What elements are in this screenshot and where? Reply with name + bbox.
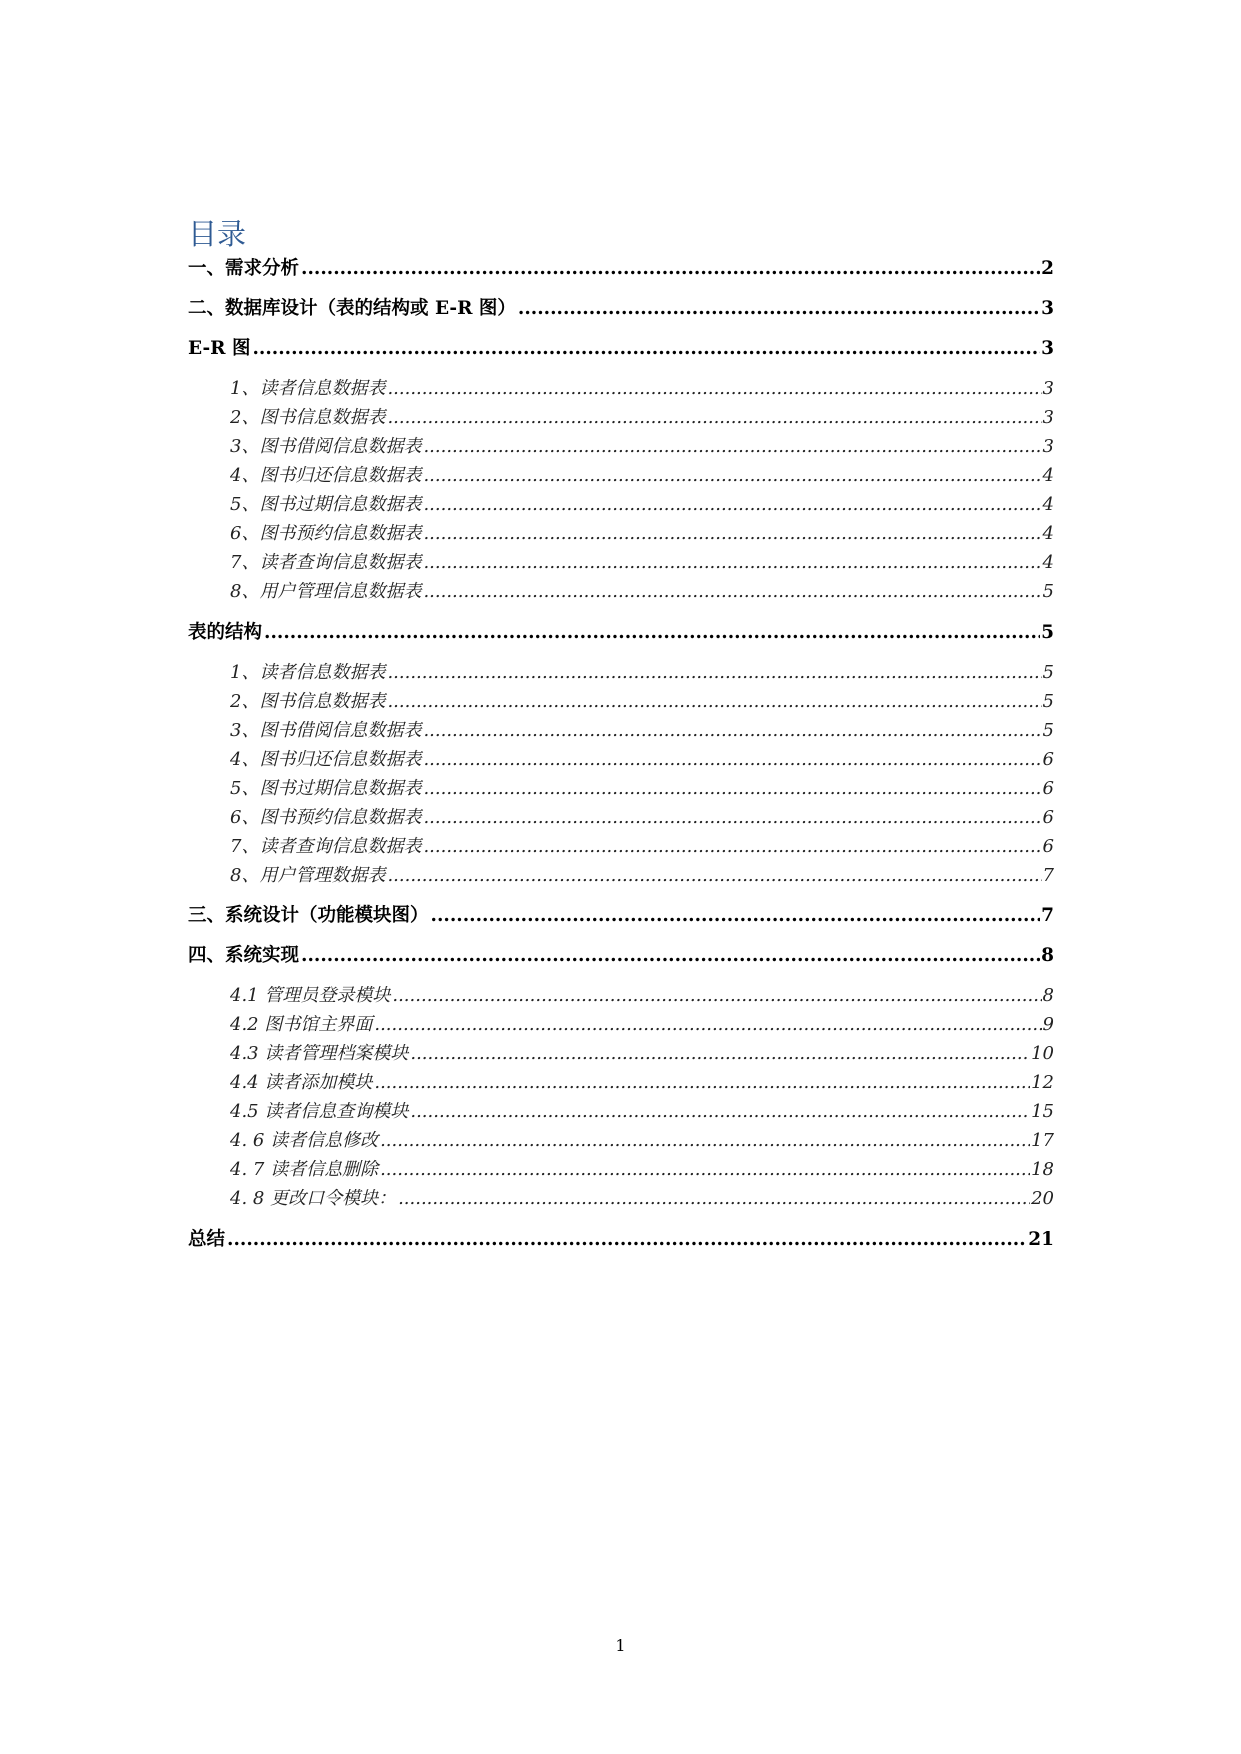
toc-entry[interactable] (230, 1010, 1054, 1036)
toc-entry-label: 5、图书过期信息数据表 (230, 778, 422, 799)
toc-entry-page-number: 21 (1028, 1229, 1054, 1250)
toc-dot-leader (387, 378, 1041, 399)
toc-entry-page-number: 4 (1042, 494, 1054, 515)
toc-entry[interactable] (188, 618, 1054, 644)
toc-dot-leader (423, 465, 1041, 486)
toc-entry-label: 3、图书借阅信息数据表 (230, 720, 422, 741)
toc-entry-page-number: 15 (1031, 1101, 1054, 1122)
toc-entry-label: 8、用户管理数据表 (230, 865, 386, 886)
toc-entry-label: 3、图书借阅信息数据表 (230, 436, 422, 457)
toc-entry-page-number: 6 (1042, 749, 1054, 770)
toc-entry-page-number: 4 (1042, 465, 1054, 486)
toc-dot-leader (227, 1229, 1027, 1250)
toc-entry[interactable] (230, 1126, 1054, 1152)
toc-entry[interactable] (188, 901, 1054, 927)
toc-entry[interactable] (230, 519, 1054, 545)
toc-dot-leader (423, 523, 1041, 544)
toc-entry[interactable] (230, 861, 1054, 887)
toc-entry-label: 4、图书归还信息数据表 (230, 749, 422, 770)
toc-entry-page-number: 6 (1042, 836, 1054, 857)
toc-entry[interactable] (188, 254, 1054, 280)
toc-dot-leader (410, 1043, 1030, 1064)
toc-entry[interactable] (188, 1225, 1054, 1251)
toc-entry[interactable] (188, 334, 1054, 360)
toc-entry-label: 总结 (188, 1229, 226, 1250)
toc-entry-label: 4. 7 读者信息删除 (230, 1159, 379, 1180)
toc-entry[interactable] (230, 577, 1054, 603)
toc-entry-label: 4. 6 读者信息修改 (230, 1130, 379, 1151)
toc-entry-label: 7、读者查询信息数据表 (230, 552, 422, 573)
page-number: 1 (615, 1636, 626, 1655)
toc-entry[interactable] (230, 374, 1054, 400)
toc-entry[interactable] (230, 716, 1054, 742)
toc-dot-leader (380, 1159, 1030, 1180)
toc-entry-page-number: 17 (1031, 1130, 1054, 1151)
toc-entry-page-number: 20 (1031, 1188, 1054, 1209)
toc-entry[interactable] (230, 461, 1054, 487)
toc-entry-page-number: 9 (1042, 1014, 1054, 1035)
toc-entry-page-number: 5 (1042, 581, 1054, 602)
toc-dot-leader (252, 338, 1040, 359)
toc-entry-label: 二、数据库设计（表的结构或 E-R 图） (188, 298, 516, 319)
toc-entry-label: 4.5 读者信息查询模块 (230, 1101, 409, 1122)
toc-entry-label: 8、用户管理信息数据表 (230, 581, 422, 602)
toc-dot-leader (380, 1130, 1030, 1151)
toc-entry-label: 6、图书预约信息数据表 (230, 807, 422, 828)
toc-entry[interactable] (230, 1155, 1054, 1181)
toc-entry-page-number: 3 (1041, 298, 1054, 319)
toc-dot-leader (301, 945, 1040, 966)
toc-entry[interactable] (230, 687, 1054, 713)
toc-entry[interactable] (230, 1068, 1054, 1094)
toc-entry[interactable] (188, 941, 1054, 967)
toc-entry-page-number: 7 (1041, 905, 1054, 926)
toc-entry-page-number: 3 (1042, 378, 1054, 399)
toc-dot-leader (423, 494, 1041, 515)
toc-entry-label: 4.3 读者管理档案模块 (230, 1043, 409, 1064)
toc-dot-leader (374, 1014, 1041, 1035)
toc-entry-page-number: 5 (1042, 662, 1054, 683)
toc-entry-label: 6、图书预约信息数据表 (230, 523, 422, 544)
toc-entry-page-number: 7 (1042, 865, 1054, 886)
toc-entry-label: 4.2 图书馆主界面 (230, 1014, 373, 1035)
toc-entry-page-number: 5 (1042, 691, 1054, 712)
toc-dot-leader (387, 691, 1041, 712)
toc-dot-leader (423, 807, 1041, 828)
toc-entry-label: 5、图书过期信息数据表 (230, 494, 422, 515)
toc-entry-label: E-R 图 (188, 338, 251, 359)
toc-entry-page-number: 4 (1042, 523, 1054, 544)
toc-entry-label: 4. 8 更改口令模块： (230, 1188, 397, 1209)
toc-entry-label: 四、系统实现 (188, 945, 300, 966)
toc-dot-leader (264, 622, 1040, 643)
toc-entry-label: 一、需求分析 (188, 258, 300, 279)
toc-dot-leader (387, 662, 1041, 683)
toc-entry[interactable] (230, 832, 1054, 858)
toc-entry[interactable] (230, 745, 1054, 771)
toc-entry-page-number: 4 (1042, 552, 1054, 573)
toc-entry-label: 4.4 读者添加模块 (230, 1072, 373, 1093)
toc-entry[interactable] (230, 803, 1054, 829)
toc-entry-page-number: 18 (1031, 1159, 1054, 1180)
toc-entry-page-number: 5 (1042, 720, 1054, 741)
toc-dot-leader (301, 258, 1040, 279)
toc-entry[interactable] (230, 432, 1054, 458)
toc-dot-leader (387, 407, 1041, 428)
toc-entry[interactable] (230, 981, 1054, 1007)
toc-heading: 目录 (188, 217, 247, 251)
toc-entry[interactable] (230, 1097, 1054, 1123)
toc-entry-label: 7、读者查询信息数据表 (230, 836, 422, 857)
toc-entry-page-number: 2 (1041, 258, 1054, 279)
toc-dot-leader (423, 836, 1041, 857)
toc-entry-page-number: 12 (1031, 1072, 1054, 1093)
toc-dot-leader (431, 905, 1041, 926)
toc-entry-page-number: 5 (1041, 622, 1054, 643)
toc-entry[interactable] (188, 294, 1054, 320)
toc-entry-label: 三、系统设计（功能模块图） (188, 905, 429, 926)
toc-entry-page-number: 6 (1042, 778, 1054, 799)
toc-entry-page-number: 8 (1041, 945, 1054, 966)
toc-entry-page-number: 3 (1042, 436, 1054, 457)
toc-entry[interactable] (230, 403, 1054, 429)
toc-entry[interactable] (230, 1039, 1054, 1065)
toc-dot-leader (423, 778, 1041, 799)
toc-entry[interactable] (230, 1184, 1054, 1210)
toc-dot-leader (423, 436, 1041, 457)
toc-dot-leader (423, 552, 1041, 573)
toc-entry-label: 2、图书信息数据表 (230, 407, 386, 428)
toc-entry-page-number: 3 (1042, 407, 1054, 428)
toc-entry-label: 2、图书信息数据表 (230, 691, 386, 712)
toc-dot-leader (423, 720, 1041, 741)
toc-entry-label: 4.1 管理员登录模块 (230, 985, 391, 1006)
toc-dot-leader (387, 865, 1041, 886)
toc-entry-label: 表的结构 (188, 622, 263, 643)
toc-entry-page-number: 3 (1041, 338, 1054, 359)
toc-entry[interactable] (230, 548, 1054, 574)
toc-dot-leader (410, 1101, 1030, 1122)
toc-entry[interactable] (230, 490, 1054, 516)
toc-entry-page-number: 10 (1031, 1043, 1054, 1064)
toc-dot-leader (392, 985, 1041, 1006)
toc-entry[interactable] (230, 774, 1054, 800)
toc-entry-page-number: 6 (1042, 807, 1054, 828)
toc-entry-label: 1、读者信息数据表 (230, 662, 386, 683)
toc-entry[interactable] (230, 658, 1054, 684)
toc-dot-leader (374, 1072, 1030, 1093)
toc-entry-page-number: 8 (1042, 985, 1054, 1006)
toc-entry-label: 4、图书归还信息数据表 (230, 465, 422, 486)
toc-entry-label: 1、读者信息数据表 (230, 378, 386, 399)
toc-dot-leader (423, 581, 1041, 602)
toc-dot-leader (518, 298, 1040, 319)
toc-dot-leader (423, 749, 1041, 770)
toc-dot-leader (398, 1188, 1030, 1209)
